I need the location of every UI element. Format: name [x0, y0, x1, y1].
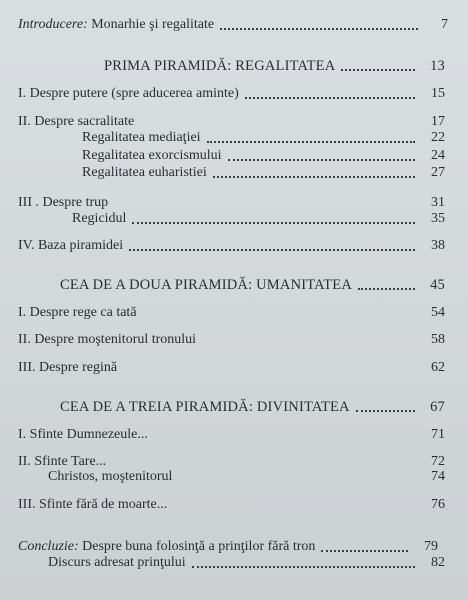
toc-entry-page: 76 — [431, 497, 445, 512]
toc-entry-page: 67 — [430, 398, 445, 415]
toc-entry-prefix: Concluzie: — [18, 539, 79, 554]
toc-entry-introducere — [0, 15, 468, 35]
toc-entry-label: Regalitatea exorcismului — [82, 148, 222, 163]
toc-entry-label: IV. Baza piramidei — [18, 238, 124, 253]
toc-entry-despre-regina — [0, 358, 468, 378]
toc-entry-label: Discurs adresat prinţului — [48, 555, 186, 570]
toc-entry-label: Regalitatea mediaţiei — [82, 130, 201, 145]
toc-entry-label: III . Despre trup — [18, 195, 109, 210]
toc-entry-prefix: Introducere: — [18, 17, 88, 32]
toc-entry-label: Regalitatea euharistiei — [82, 165, 207, 180]
toc-entry-despre-mostenitorul-tronului — [0, 330, 468, 350]
toc-heading-label: PRIMA PIRAMIDĂ: REGALITATEA — [104, 57, 336, 74]
dot-leader — [228, 159, 415, 161]
dot-leader — [358, 288, 415, 290]
toc-entry-label: II. Despre sacralitate — [18, 114, 135, 129]
toc-entry-regalitatea-euharistiei — [0, 163, 468, 183]
dot-leader — [129, 249, 415, 251]
toc-entry-label: Monarhie şi regalitate — [91, 17, 215, 32]
toc-entry-label: I. Sfinte Dumnezeule... — [18, 427, 148, 442]
dot-leader — [356, 410, 415, 412]
toc-heading-label: CEA DE A TREIA PIRAMIDĂ: DIVINITATEA — [60, 398, 350, 415]
toc-entry-label: Christos, moştenitorul — [48, 469, 173, 484]
toc-entry-label: I. Despre rege ca tată — [18, 305, 137, 320]
toc-entry-page: 38 — [431, 238, 445, 253]
dot-leader — [245, 97, 415, 99]
toc-entry-page: 62 — [431, 360, 445, 375]
toc-entry-page: 74 — [431, 469, 445, 484]
dot-leader — [132, 222, 415, 224]
toc-entry-label: Despre buna folosinţă a prinţilor fără tron — [82, 539, 316, 554]
toc-entry-page: 71 — [431, 427, 445, 442]
dot-leader — [341, 69, 415, 71]
toc-entry-regicidul — [0, 209, 468, 229]
toc-entry-page: 79 — [424, 539, 438, 554]
toc-entry-sfinte-fara-de-moarte — [0, 495, 468, 515]
toc-entry-page: 15 — [431, 86, 445, 101]
toc-entry-page: 13 — [430, 57, 445, 74]
toc-entry-label: III. Sfinte fără de moarte... — [18, 497, 168, 512]
toc-entry-regalitatea-mediatiei — [0, 128, 468, 148]
dot-leader — [192, 566, 415, 568]
toc-entry-page: 7 — [441, 17, 448, 32]
toc-entry-page: 35 — [431, 211, 445, 226]
toc-entry-label: Regicidul — [72, 211, 127, 226]
dot-leader — [207, 141, 415, 143]
toc-entry-page: 82 — [431, 555, 445, 570]
toc-entry-despre-putere — [0, 84, 468, 104]
toc-entry-page: 24 — [431, 148, 445, 163]
toc-entry-page: 31 — [431, 195, 445, 210]
toc-entry-sfinte-dumnezeule — [0, 425, 468, 445]
toc-entry-christos-mostenitorul — [0, 467, 468, 487]
toc-heading-a-treia-piramida — [0, 397, 468, 417]
dot-leader — [213, 176, 415, 178]
toc-entry-label: II. Despre moştenitorul tronului — [18, 332, 197, 347]
toc-entry-label: II. Sfinte Tare... — [18, 454, 107, 469]
toc-entry-page: 45 — [430, 276, 445, 293]
toc-entry-page: 54 — [431, 305, 445, 320]
dot-leader — [321, 550, 408, 552]
toc-entry-page: 58 — [431, 332, 445, 347]
toc-entry-page: 27 — [431, 165, 445, 180]
toc-entry-despre-rege-ca-tata — [0, 303, 468, 323]
toc-entry-label: III. Despre regină — [18, 360, 118, 375]
toc-heading-label: CEA DE A DOUA PIRAMIDĂ: UMANITATEA — [60, 276, 353, 293]
toc-entry-page: 72 — [431, 454, 445, 469]
toc-heading-prima-piramida — [0, 56, 468, 76]
toc-entry-baza-piramidei — [0, 236, 468, 256]
toc-entry-page: 22 — [431, 130, 445, 145]
toc-entry-discurs-adresat-printului — [0, 553, 468, 573]
toc-heading-a-doua-piramida — [0, 275, 468, 295]
dot-leader — [220, 28, 418, 30]
toc-entry-label: I. Despre putere (spre aducerea aminte) — [18, 86, 239, 101]
toc-entry-page: 17 — [431, 114, 445, 129]
